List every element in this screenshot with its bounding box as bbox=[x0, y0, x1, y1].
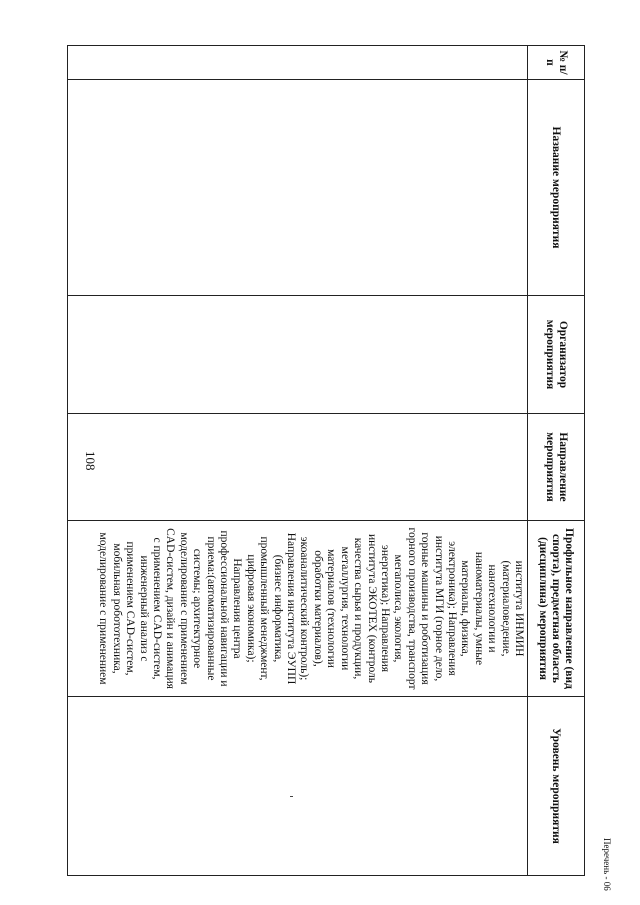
cell-direction bbox=[68, 414, 528, 521]
profile-line: металлургия, технологии bbox=[338, 546, 351, 671]
page-number: 108 bbox=[83, 451, 98, 471]
rotated-table-container bbox=[67, 45, 585, 875]
cell-level bbox=[68, 697, 528, 876]
footer-note: Перечень - 06 bbox=[602, 838, 612, 891]
header-number: № п/п bbox=[528, 46, 585, 80]
profile-line: горного производства, транспорт bbox=[405, 527, 418, 690]
profile-line: системы; архитектурное bbox=[191, 548, 204, 669]
table-frame bbox=[67, 45, 585, 875]
profile-line: мегаполиса, экология, bbox=[392, 554, 405, 663]
header-profile: Профильное направление (вид спорта), предметная область (дисциплина) мероприятия bbox=[528, 521, 585, 697]
profile-line: института МГИ (горное дело, bbox=[432, 535, 445, 682]
cell-profile bbox=[68, 521, 528, 697]
scan-artifact-mark bbox=[290, 796, 293, 797]
profile-line: цифровая экономика); bbox=[244, 554, 257, 663]
profile-line: профессиональной навигации и bbox=[218, 530, 231, 687]
profile-line: материалы, физика, bbox=[459, 560, 472, 657]
cell-number bbox=[68, 46, 528, 80]
profile-line: Направления центра bbox=[231, 558, 244, 659]
table-header-row bbox=[528, 46, 585, 876]
profile-line: моделирование с применением bbox=[97, 532, 110, 685]
profile-line: CAD-систем, дизайн и анимация bbox=[164, 528, 177, 689]
profile-line: института ЭКОТЕХ (контроль bbox=[365, 533, 378, 684]
profile-line: применением CAD-систем, bbox=[124, 541, 137, 676]
profile-line: инженерный анализ с bbox=[137, 555, 150, 662]
profile-line: приема:(автоматизированные bbox=[204, 536, 217, 681]
profile-line: (материаловедение, bbox=[499, 560, 512, 657]
events-table bbox=[67, 45, 585, 876]
profile-line: промышленный менеджмент, bbox=[258, 536, 271, 681]
header-event-name: Название мероприятия bbox=[528, 80, 585, 296]
profile-line: качества сырья и продукции, bbox=[352, 537, 365, 680]
cell-organizer bbox=[68, 296, 528, 414]
profile-line: энергетика); Направления bbox=[378, 544, 391, 673]
profile-line: экоаналитический контроль); bbox=[298, 536, 311, 681]
profile-line: электроника); Направления bbox=[445, 541, 458, 676]
profile-line: обработки материалов), bbox=[311, 550, 324, 667]
profile-line: (бизнес информатика, bbox=[271, 554, 284, 663]
profile-line: с применением CAD-систем, bbox=[151, 537, 164, 680]
profile-line: Направления института ЭУПП bbox=[285, 532, 298, 685]
profile-line: моделирование с применением bbox=[177, 532, 190, 685]
header-organizer: Организатор мероприятия bbox=[528, 296, 585, 414]
profile-line: института ИНМИН bbox=[513, 560, 525, 657]
header-direction: Направление мероприятия bbox=[528, 414, 585, 521]
profile-line: наноматериалы, умные bbox=[472, 551, 485, 666]
profile-line: материалов (технологии bbox=[325, 549, 338, 668]
profile-line: нанотехнологии и bbox=[486, 564, 499, 653]
table-row bbox=[68, 46, 528, 876]
profile-line: горные машины и роботизация bbox=[419, 532, 432, 685]
header-level: Уровень мероприятия bbox=[528, 697, 585, 876]
cell-event-name bbox=[68, 80, 528, 296]
profile-line: мобильная робототехника, bbox=[110, 543, 123, 674]
